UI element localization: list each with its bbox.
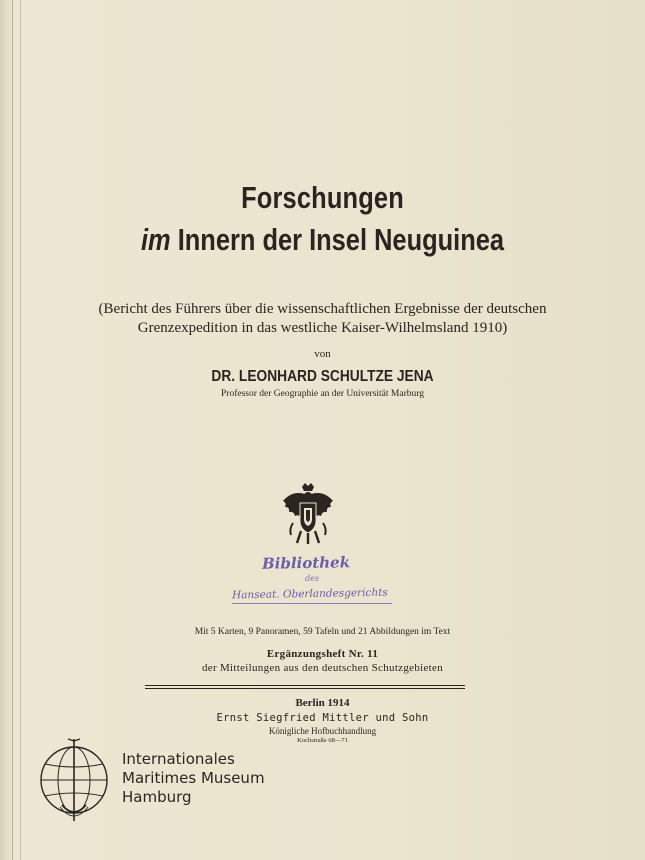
author-name: DR. LEONHARD SCHULTZE JENA — [211, 368, 434, 385]
library-stamp-des: des — [305, 574, 319, 583]
library-stamp-court: Hanseat. Oberlandesgerichts — [231, 586, 388, 602]
imprint-publisher: Ernst Siegfried Mittler und Sohn — [216, 712, 429, 724]
museum-watermark — [122, 750, 265, 807]
library-stamp-underline — [232, 603, 392, 604]
title-line-2-rest: Innern der Insel Neuguinea — [170, 222, 505, 257]
divider-rule — [145, 685, 465, 686]
subtitle-line-1: (Bericht des Führers über die wissenschaftlichen Ergebnisse der deutschen — [98, 301, 547, 317]
museum-line-3: Hamburg — [122, 788, 192, 806]
contents-note: Mit 5 Karten, 9 Panoramen, 59 Tafeln und 21 Abbildungen im Text — [194, 627, 451, 637]
imperial-eagle-icon — [281, 483, 335, 545]
imprint-place-year: Berlin 1914 — [295, 697, 350, 709]
library-stamp-title: Bibliothek — [261, 553, 351, 573]
imprint-role: Königliche Hofbuchhandlung — [268, 726, 377, 736]
von-text: von — [314, 348, 331, 360]
ship-globe-icon — [38, 737, 110, 823]
title-line-2 — [58, 222, 587, 258]
author-affiliation: Professor der Geographie an der Universität Marburg — [221, 389, 424, 399]
subtitle — [0, 300, 645, 338]
museum-line-2: Maritimes Museum — [122, 769, 265, 787]
imprint-address: Kochstraße 68—71 — [297, 737, 348, 744]
title-line-1: Forschungen — [241, 180, 404, 215]
series-name: Ergänzungsheft Nr. 11 — [266, 648, 379, 660]
series-of: der Mitteilungen aus den deutschen Schutzgebieten — [201, 662, 444, 674]
divider-rule-2 — [145, 688, 465, 689]
museum-line-1: Internationales — [122, 750, 235, 768]
subtitle-line-2: Grenzexpedition in das westliche Kaiser-Wilhelmsland 1910) — [137, 320, 508, 336]
title-line-2-prefix: im — [140, 222, 171, 257]
